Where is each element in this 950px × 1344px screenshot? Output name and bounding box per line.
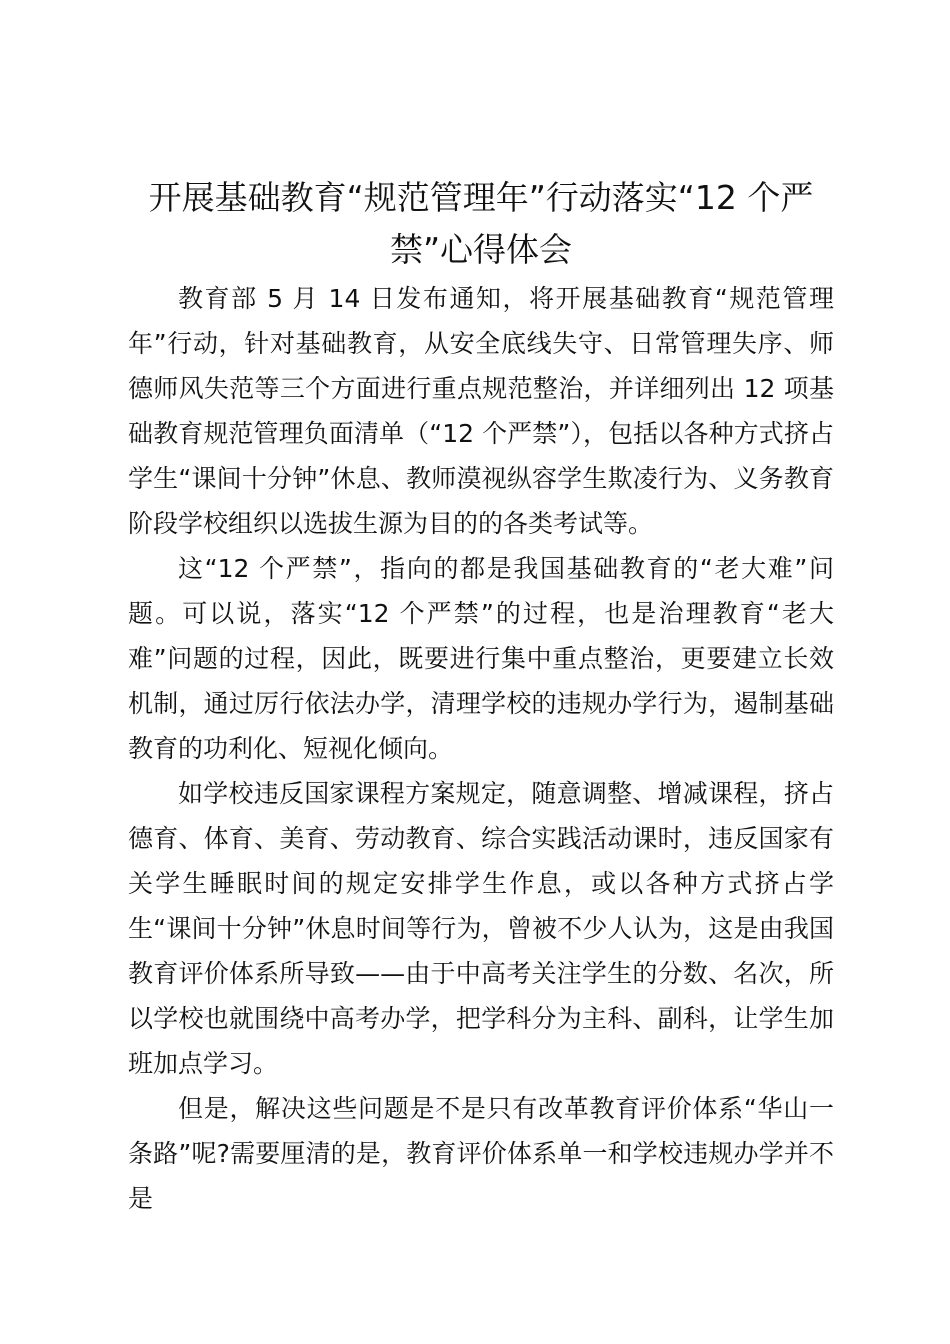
paragraph-4: 但是，解决这些问题是不是只有改革教育评价体系“华山一条路”呢?需要厘清的是，教育评价体系单一和学校违规办学并不是 xyxy=(128,1094,834,1213)
document-body xyxy=(128,172,834,1221)
document-title: 开展基础教育“规范管理年”行动落实“12 个严禁”心得体会 xyxy=(148,178,814,269)
paragraph-1: 教育部 5 月 14 日发布通知，将开展基础教育“规范管理年”行动，针对基础教育，从安全底线失守、日常管理失序、师德师风失范等三个方面进行重点规范整治，并详细列出 12 项基础教育规范管理负面清单（“12 个严禁”），包括以各种方式挤占学生“课间十分钟”休息、教师漠视纵容学生欺凌行为、义务教育阶段学校组织以选拔生源为目的的各类考试等。 xyxy=(128,284,834,538)
paragraph-3: 如学校违反国家课程方案规定，随意调整、增减课程，挤占德育、体育、美育、劳动教育、综合实践活动课时，违反国家有关学生睡眠时间的规定安排学生作息，或以各种方式挤占学生“课间十分钟”休息时间等行为，曾被不少人认为，这是由我国教育评价体系所导致——由于中高考关注学生的分数、名次，所以学校也就围绕中高考办学，把学科分为主科、副科，让学生加班加点学习。 xyxy=(128,779,834,1078)
paragraph-2: 这“12 个严禁”，指向的都是我国基础教育的“老大难”问题。可以说，落实“12 个严禁”的过程，也是治理教育“老大难”问题的过程，因此，既要进行集中重点整治，更要建立长效机制，通过厉行依法办学，清理学校的违规办学行为，遏制基础教育的功利化、短视化倾向。 xyxy=(128,554,834,763)
